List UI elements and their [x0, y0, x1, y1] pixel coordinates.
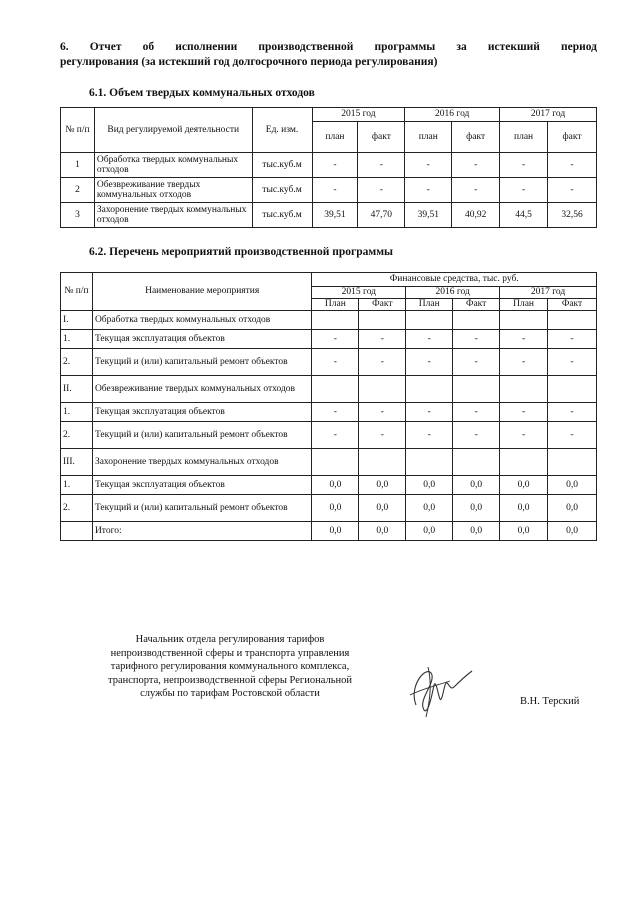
table-row — [61, 311, 597, 330]
t2-cell-value: - — [359, 349, 406, 376]
t2-cell-value: 0,0 — [500, 522, 548, 541]
t2-cell-value: - — [406, 330, 453, 349]
t2-cell-value: - — [500, 422, 548, 449]
t1-cell-value: 44,5 — [500, 203, 548, 228]
table-row — [61, 349, 597, 376]
t2-cell-value: - — [406, 349, 453, 376]
t1-cell-num: 2 — [61, 178, 95, 203]
t1-cell-value: - — [358, 153, 405, 178]
t2-header-year: 2016 год — [406, 287, 500, 299]
t2-cell-value: 0,0 — [453, 495, 500, 522]
t2-cell-value: 0,0 — [406, 495, 453, 522]
t2-cell-name: Захоронение твердых коммунальных отходов — [92, 449, 311, 476]
t2-header-plan: План — [312, 299, 359, 311]
t2-cell-num: 2. — [61, 495, 93, 522]
t1-cell-value: - — [548, 178, 597, 203]
t2-cell-num: 1. — [61, 403, 93, 422]
t1-cell-value: - — [358, 178, 405, 203]
t2-cell-value: 0,0 — [312, 522, 359, 541]
t2-cell-name: Итого: — [92, 522, 311, 541]
t1-cell-value: - — [548, 153, 597, 178]
t1-cell-value: - — [500, 153, 548, 178]
table-row — [61, 495, 597, 522]
t2-cell-value — [548, 311, 597, 330]
t2-header-year: 2015 год — [312, 287, 406, 299]
t2-cell-name: Текущий и (или) капитальный ремонт объектов — [92, 422, 311, 449]
t1-header-num: № п/п — [61, 108, 95, 153]
section-6-1-title: 6.1. Объем твердых коммунальных отходов — [89, 87, 315, 99]
t1-cell-unit: тыс.куб.м — [252, 153, 312, 178]
t1-cell-value: - — [452, 153, 500, 178]
t2-cell-num: 2. — [61, 422, 93, 449]
t2-cell-value: - — [359, 330, 406, 349]
t2-cell-value: 0,0 — [312, 476, 359, 495]
t2-header-fact: Факт — [548, 299, 597, 311]
t2-cell-value: 0,0 — [406, 522, 453, 541]
signature-position-line: тарифного регулирования коммунального комплекса, — [110, 661, 350, 672]
t2-cell-name: Обезвреживание твердых коммунальных отходов — [92, 376, 311, 403]
t2-cell-num: 1. — [61, 476, 93, 495]
t2-cell-name: Текущий и (или) капитальный ремонт объектов — [92, 495, 311, 522]
table-row — [61, 476, 597, 495]
t2-cell-num — [61, 522, 93, 541]
t2-cell-value: - — [548, 330, 597, 349]
t1-cell-unit: тыс.куб.м — [252, 203, 312, 228]
t1-header-year: 2017 год — [500, 108, 597, 122]
t1-cell-name: Обезвреживание твердых коммунальных отходов — [94, 178, 252, 203]
report-heading-line1: 6. Отчет об исполнении производственной программы за истекший период — [60, 41, 597, 53]
t2-cell-num: 2. — [61, 349, 93, 376]
t1-cell-value: 47,70 — [358, 203, 405, 228]
table-row — [61, 449, 597, 476]
t2-cell-value: 0,0 — [453, 522, 500, 541]
t1-header-year: 2015 год — [312, 108, 405, 122]
table-row — [61, 178, 597, 203]
section-6-2-title: 6.2. Перечень мероприятий производственной программы — [89, 246, 394, 258]
t1-header-fact: факт — [452, 122, 500, 153]
table-row — [61, 376, 597, 403]
t2-cell-num: III. — [61, 449, 93, 476]
t2-cell-value — [359, 311, 406, 330]
t1-header-year: 2016 год — [405, 108, 500, 122]
signature-position-line: непроизводственной сферы и транспорта управления — [110, 647, 350, 659]
t2-cell-value: - — [453, 422, 500, 449]
t1-cell-value: - — [312, 178, 358, 203]
t2-cell-value: - — [548, 403, 597, 422]
t2-cell-name: Обработка твердых коммунальных отходов — [92, 311, 311, 330]
t1-cell-value: 32,56 — [548, 203, 597, 228]
t1-cell-value: 39,51 — [312, 203, 358, 228]
t2-cell-value: - — [453, 330, 500, 349]
t2-cell-value: - — [500, 403, 548, 422]
t2-cell-value — [500, 376, 548, 403]
t2-cell-value — [312, 449, 359, 476]
handwritten-signature — [398, 655, 478, 720]
t2-cell-value: - — [453, 403, 500, 422]
t2-header-plan: План — [500, 299, 548, 311]
t2-cell-name: Текущий и (или) капитальный ремонт объектов — [92, 349, 311, 376]
t2-cell-value: 0,0 — [548, 476, 597, 495]
t2-header-fact: Факт — [359, 299, 406, 311]
t1-header-fact: факт — [548, 122, 597, 153]
t2-cell-name: Текущая эксплуатация объектов — [92, 476, 311, 495]
signature-position — [80, 633, 380, 701]
table-row — [61, 153, 597, 178]
t2-header-plan: План — [406, 299, 453, 311]
volume-table — [60, 107, 597, 228]
t1-cell-value: - — [500, 178, 548, 203]
t1-header-fact: факт — [358, 122, 405, 153]
t2-cell-value: - — [500, 349, 548, 376]
t1-header-kind: Вид регулируемой деятельности — [94, 108, 252, 153]
t1-cell-value: 40,92 — [452, 203, 500, 228]
measures-table — [60, 272, 597, 541]
t2-cell-value: 0,0 — [548, 522, 597, 541]
signatory-name: В.Н. Терский — [520, 696, 580, 707]
t2-header-name: Наименование мероприятия — [92, 273, 311, 311]
t2-cell-value — [406, 311, 453, 330]
t1-cell-num: 1 — [61, 153, 95, 178]
t2-cell-value: - — [406, 422, 453, 449]
t1-cell-num: 3 — [61, 203, 95, 228]
table-row — [61, 422, 597, 449]
t2-cell-value: 0,0 — [359, 522, 406, 541]
t2-cell-value — [359, 376, 406, 403]
t1-cell-value: - — [452, 178, 500, 203]
t1-cell-value: - — [405, 153, 452, 178]
table-row — [61, 203, 597, 228]
t2-cell-num: 1. — [61, 330, 93, 349]
t2-cell-value — [453, 449, 500, 476]
t2-cell-value — [453, 376, 500, 403]
t1-cell-name: Захоронение твердых коммунальных отходов — [94, 203, 252, 228]
t2-cell-value: 0,0 — [406, 476, 453, 495]
t2-cell-value: - — [453, 349, 500, 376]
signature-position-line: транспорта, непроизводственной сферы Региональной — [107, 674, 352, 686]
t2-cell-name: Текущая эксплуатация объектов — [92, 403, 311, 422]
t2-cell-value — [548, 449, 597, 476]
t2-cell-value: - — [359, 422, 406, 449]
t2-cell-value: - — [500, 330, 548, 349]
t2-header-year: 2017 год — [500, 287, 597, 299]
t1-cell-value: - — [405, 178, 452, 203]
t2-cell-value: 0,0 — [359, 476, 406, 495]
t2-cell-value: - — [359, 403, 406, 422]
t2-cell-value: 0,0 — [500, 495, 548, 522]
t2-cell-value: 0,0 — [548, 495, 597, 522]
t2-cell-value: - — [548, 349, 597, 376]
signature-position-line: Начальник отдела регулирования тарифов — [135, 634, 325, 645]
t2-cell-value — [359, 449, 406, 476]
table-row — [61, 403, 597, 422]
t2-cell-value: - — [312, 349, 359, 376]
t2-cell-value — [500, 449, 548, 476]
report-heading-line2: регулирования (за истекший год долгосрочного периода регулирования) — [60, 56, 438, 68]
t2-cell-value — [500, 311, 548, 330]
t2-cell-value — [453, 311, 500, 330]
signature-position-line: службы по тарифам Ростовской области — [140, 688, 320, 699]
t2-cell-value — [548, 376, 597, 403]
t2-cell-value: - — [406, 403, 453, 422]
t1-cell-unit: тыс.куб.м — [252, 178, 312, 203]
t1-header-plan: план — [500, 122, 548, 153]
t2-cell-value: 0,0 — [500, 476, 548, 495]
t2-header-num: № п/п — [61, 273, 93, 311]
t2-cell-name: Текущая эксплуатация объектов — [92, 330, 311, 349]
table-row — [61, 522, 597, 541]
t2-cell-num: I. — [61, 311, 93, 330]
t1-cell-name: Обработка твердых коммунальных отходов — [94, 153, 252, 178]
table-row — [61, 330, 597, 349]
t2-cell-value — [312, 376, 359, 403]
t1-header-plan: план — [405, 122, 452, 153]
t2-cell-value: - — [312, 422, 359, 449]
t2-cell-value: 0,0 — [359, 495, 406, 522]
t1-header-unit: Ед. изм. — [252, 108, 312, 153]
t2-cell-value: - — [548, 422, 597, 449]
t2-cell-value — [406, 449, 453, 476]
t1-header-plan: план — [312, 122, 358, 153]
t2-cell-value: 0,0 — [312, 495, 359, 522]
t2-cell-value — [312, 311, 359, 330]
t1-cell-value: - — [312, 153, 358, 178]
t2-cell-num: II. — [61, 376, 93, 403]
t2-cell-value: - — [312, 403, 359, 422]
t2-header-fin: Финансовые средства, тыс. руб. — [312, 273, 597, 287]
t2-header-fact: Факт — [453, 299, 500, 311]
t2-cell-value: - — [312, 330, 359, 349]
t1-cell-value: 39,51 — [405, 203, 452, 228]
t2-cell-value: 0,0 — [453, 476, 500, 495]
t2-cell-value — [406, 376, 453, 403]
